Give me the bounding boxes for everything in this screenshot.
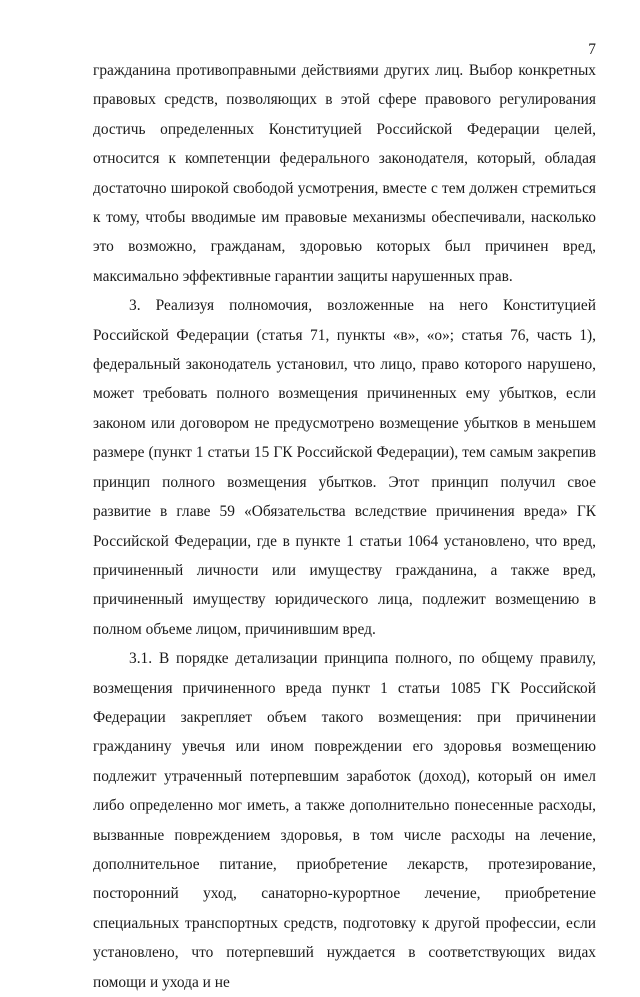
page-number: 7	[588, 41, 596, 58]
paragraph-section-3-1: 3.1. В порядке детализации принципа полного, по общему правилу, возмещения причиненного вреда пункт 1 статьи 1085 ГК Российской Федерации закрепляет объем такого возмещения: при причинении гражданину увечья или ином повреждении его здоровья возмещению подлежит утраченный потерпевшим заработок (доход), который он имел либо определенно мог иметь, а также дополнительно понесенные расходы, вызванные повреждением здоровья, в том числе расходы на лечение, дополнительное питание, приобретение лекарств, протезирование, посторонний уход, санаторно-курортное лечение, приобретение специальных транспортных средств, подготовку к другой профессии, если установлено, что потерпевший нуждается в соответствующих видах помощи и ухода и не	[93, 650, 596, 991]
document-body	[93, 56, 596, 997]
paragraph-continuation: гражданина противоправными действиями других лиц. Выбор конкретных правовых средств, позволяющих в этой сфере правового регулирования достичь определенных Конституцией Российской Федерации целей, относится к компетенции федерального законодателя, который, обладая достаточно широкой свободой усмотрения, вместе с тем должен стремиться к тому, чтобы вводимые им правовые механизмы обеспечивали, насколько это возможно, гражданам, здоровью которых был причинен вред, максимально эффективные гарантии защиты нарушенных прав.	[93, 62, 596, 285]
paragraph-section-3: 3. Реализуя полномочия, возложенные на него Конституцией Российской Федерации (статья 71, пункты «в», «о»; статья 76, часть 1), федеральный законодатель установил, что лицо, право которого нарушено, может требовать полного возмещения причиненных ему убытков, если законом или договором не предусмотрено возмещение убытков в меньшем размере (пункт 1 статьи 15 ГК Российской Федерации), тем самым закрепив принцип полного возмещения убытков. Этот принцип получил свое развитие в главе 59 «Обязательства вследствие причинения вреда» ГК Российской Федерации, где в пункте 1 статьи 1064 установлено, что вред, причиненный личности или имуществу гражданина, а также вред, причиненный имуществу юридического лица, подлежит возмещению в полном объеме лицом, причинившим вред.	[93, 297, 596, 638]
